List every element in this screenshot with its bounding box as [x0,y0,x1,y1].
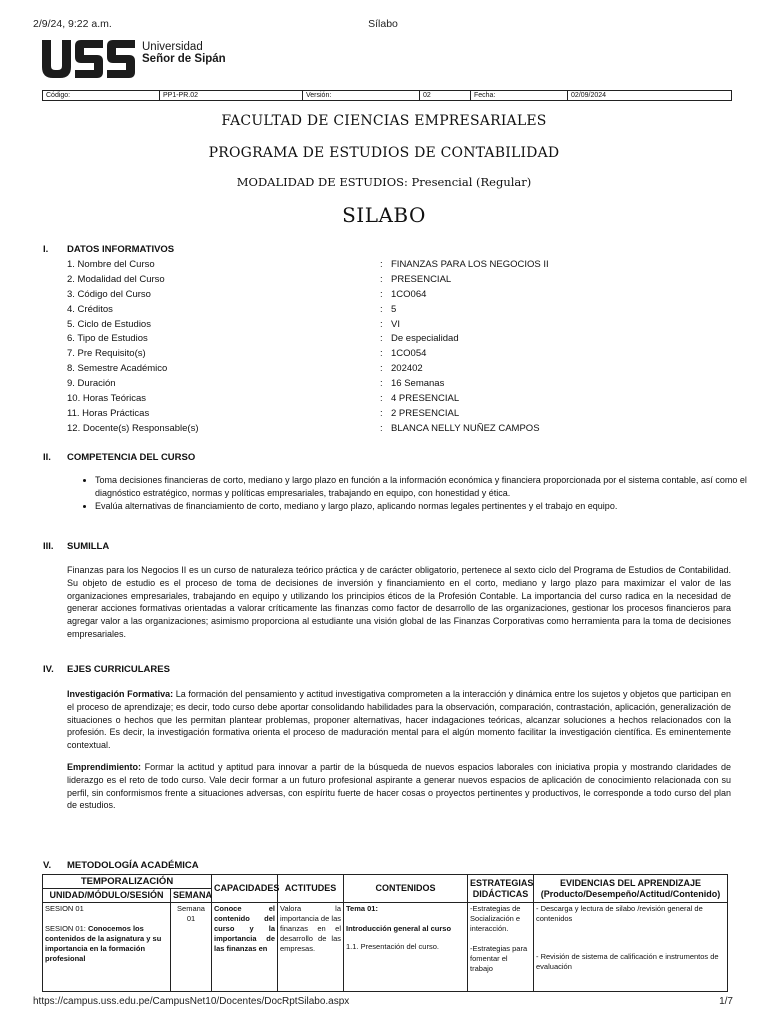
datos-colon: : [380,378,383,390]
program-title: PROGRAMA DE ESTUDIOS DE CONTABILIDAD [208,145,560,161]
section-metodologia-heading [43,860,199,871]
datos-value: PRESENCIAL [391,273,452,285]
print-datetime: 2/9/24, 9:22 a.m. [33,18,112,30]
datos-value: De especialidad [391,333,459,345]
section-sumilla-heading [43,541,109,552]
sesion-cell [43,903,171,992]
datos-colon: : [380,303,383,315]
contenidos-header: CONTENIDOS [344,875,468,903]
evidencias-header: EVIDENCIAS DEL APRENDIZAJE (Producto/Desempeño/Actitud/Contenido) [534,875,728,903]
logo-text [142,41,226,65]
datos-colon: : [380,422,383,434]
section-number: IV. [43,664,54,675]
datos-value: BLANCA NELLY NUÑEZ CAMPOS [391,422,540,434]
uss-logo [42,40,282,80]
datos-label: 12. Docente(s) Responsable(s) [67,422,199,434]
uss-letters-logo [42,40,137,78]
evidencias-cell [534,903,728,992]
datos-label: 2. Modalidad del Curso [67,273,165,285]
competencia-item: • Toma decisiones financieras de corto, mediano y largo plazo en función a la información económica y financiera proporcionada por el sistema contable, así como el diagnóstico estratégico, normas y políticas empresariales, trabajando en equipo, con honestidad y ética. [95,474,763,500]
investigacion-text: La formación del pensamiento y actitud investigativa comprometen a la interacción y dinámica entre los sujetos y objetos que participan en el proceso de aprendizaje; es decir, todo curso debe aportar consolidando habilidades para la observación, comparación, contrastación, aplicación, generalización de situaciones o hechos que les permitan plantear problemas, proponer alternativas, hacer indagaciones teóricas, alcanzar soluciones a hechos relacionados con la profesión. Es decir, la investigación formativa orienta el proceso de maduración mental para el algún momento facilitar la investigación científica. Es eminentemente contextual. [67,689,731,751]
datos-value: 202402 [391,363,423,375]
section-datos-heading [43,244,174,255]
datos-label: 9. Duración [67,378,116,390]
datos-colon: : [380,333,383,345]
competencia-item: • Evalúa alternativas de financiamiento de corto, mediano y largo plazo, aplicando normas legales pertinentes y el trabajo en equipo. [95,500,763,513]
contenidos-cell [344,903,468,992]
datos-colon: : [380,259,383,270]
datos-label: 7. Pre Requisito(s) [67,348,146,360]
section-title: COMPETENCIA DEL CURSO [67,452,196,463]
version-label: Versión: [303,91,420,101]
tema-label: Tema 01: [346,904,378,913]
datos-label: 6. Tipo de Estudios [67,333,148,345]
datos-colon: : [380,393,383,405]
section-title: METODOLOGÍA ACADÉMICA [67,860,199,871]
codigo-label: Código: [43,91,160,101]
datos-colon: : [380,273,383,285]
tema-item: 1.1. Presentación del curso. [346,942,439,951]
tema-title: Introducción general al curso [346,924,452,933]
version-value: 02 [420,91,471,101]
table-row [43,903,728,992]
evidencia-item: - Revisión de sistema de calificación e instrumentos de evaluación [536,952,719,971]
section-title: EJES CURRICULARES [67,664,170,675]
section-number: I. [43,244,49,255]
unidad-header: UNIDAD/MÓDULO/SESIÓN [43,889,171,903]
capacidades-cell: Conoce el contenido del curso y la importancia de las finanzas en [212,903,278,992]
modality-value: Presencial (Regular) [407,175,532,189]
estrategias-cell [468,903,534,992]
investigacion-paragraph [67,688,731,752]
sesion-title [45,924,168,964]
sesion-title-prefix: SESION 01: [45,924,88,933]
emprendimiento-text: Formar la actitud y aptitud para innovar a partir de la búsqueda de nuevos espacios laborales con iniciativa propia y mostrando claridades de liderazgo es el reto de todo curso. Vale decir formar a un futuro profesional aspirante a generar nuevos espacios de aplicación de conocimiento relacionada con su perfil, sin conformismos frente a situaciones adversas, con espíritu fuerte de hacer cosas o proyectos pertinentes y productivos, le corresponde a todo curso del plan de estudios. [67,762,731,811]
estrategias-header: ESTRATEGIAS DIDÁCTICAS [468,875,534,903]
datos-value: VI [391,318,400,330]
semana-header: SEMANA [171,889,212,903]
section-number: III. [43,541,54,552]
sesion-label: SESION 01 [45,904,84,913]
section-ejes-heading [43,664,170,675]
actitudes-cell: Valora la importancia de las finanzas en el desarrollo de las empresas. [278,903,344,992]
datos-value: 5 [391,303,397,315]
emprendimiento-paragraph [67,761,731,812]
datos-label: 4. Créditos [67,303,113,315]
fecha-label: Fecha: [471,91,568,101]
datos-value: 16 Semanas [391,378,445,390]
datos-colon: : [380,348,383,360]
capacidades-header: CAPACIDADES [212,875,278,903]
datos-label: 5. Ciclo de Estudios [67,318,151,330]
section-number: II. [43,452,51,463]
datos-value: 4 PRESENCIAL [391,393,460,405]
section-title: DATOS INFORMATIVOS [67,244,175,255]
estrategia-item: -Estrategias de Socialización e interacción. [470,904,521,933]
estrategia-item: -Estrategias para fomentar el trabajo [470,944,528,973]
datos-label: 11. Horas Prácticas [67,407,150,419]
datos-colon: : [380,363,383,375]
datos-colon: : [380,407,383,419]
datos-colon: : [380,318,383,330]
fecha-value: 02/09/2024 [568,91,732,101]
datos-value: 1CO054 [391,348,427,360]
page-number: 1/7 [719,996,733,1007]
competencia-list [67,474,763,513]
modality-label: MODALIDAD DE ESTUDIOS: [236,175,408,189]
study-modality [0,175,768,189]
datos-label: 3. Código del Curso [67,288,151,300]
print-title: Sílabo [368,18,398,30]
datos-value: 1CO064 [391,288,427,300]
metodologia-table [42,874,728,992]
actitudes-header: ACTITUDES [278,875,344,903]
datos-value: FINANZAS PARA LOS NEGOCIOS II [391,259,549,270]
temporalizacion-header: TEMPORALIZACIÓN [43,875,212,889]
investigacion-label: Investigación Formativa: [67,689,174,699]
emprendimiento-label: Emprendimiento: [67,762,142,772]
datos-label: 1. Nombre del Curso [67,259,155,270]
logo-line2: Señor de Sipán [142,53,226,65]
semana-cell: Semana 01 [171,903,212,992]
datos-colon: : [380,288,383,300]
logo-line1: Universidad [142,41,203,53]
document-title: SILABO [342,203,426,227]
section-number: V. [43,860,52,871]
datos-label: 10. Horas Teóricas [67,393,147,405]
datos-label: 8. Semestre Académico [67,363,168,375]
document-meta-table [42,90,732,101]
sumilla-paragraph: Finanzas para los Negocios II es un curso de naturaleza teórico práctica y de carácter obligatorio, pertenece al sexto ciclo del Programa de Estudios de Contabilidad. Su objeto de estudio es el proceso de toma de decisiones de inversión y financiamiento en el corto, mediano y largo plazo para maximizar el valor de las organizaciones empresariales, trabajando en equipo y utilizando los principios éticos de la Profesión Contable. La importancia del curso radica en la necesidad de generar acciones formativas orientadas a valorar críticamente las finanzas como factor de desarrollo de las organizaciones, gestionar los procesos financieros para agregar valor a las organizaciones; asimismo proporciona al estudiante una visión global de las Finanzas Corporativas como herramienta para la toma de decisiones empresariales. [67,565,731,639]
evidencia-item: - Descarga y lectura de silabo /revisión general de contenidos [536,904,703,923]
page-url: https://campus.uss.edu.pe/CampusNet10/Docentes/DocRptSilabo.aspx [33,996,350,1007]
faculty-title: FACULTAD DE CIENCIAS EMPRESARIALES [221,113,547,129]
sesion-title-text: Conocemos los contenidos de la asignatura y su importancia en la formación profesional [45,924,162,963]
datos-value: 2 PRESENCIAL [391,407,460,419]
codigo-value: PP1-PR.02 [160,91,303,101]
section-title: SUMILLA [67,541,110,552]
section-competencia-heading [43,452,195,463]
